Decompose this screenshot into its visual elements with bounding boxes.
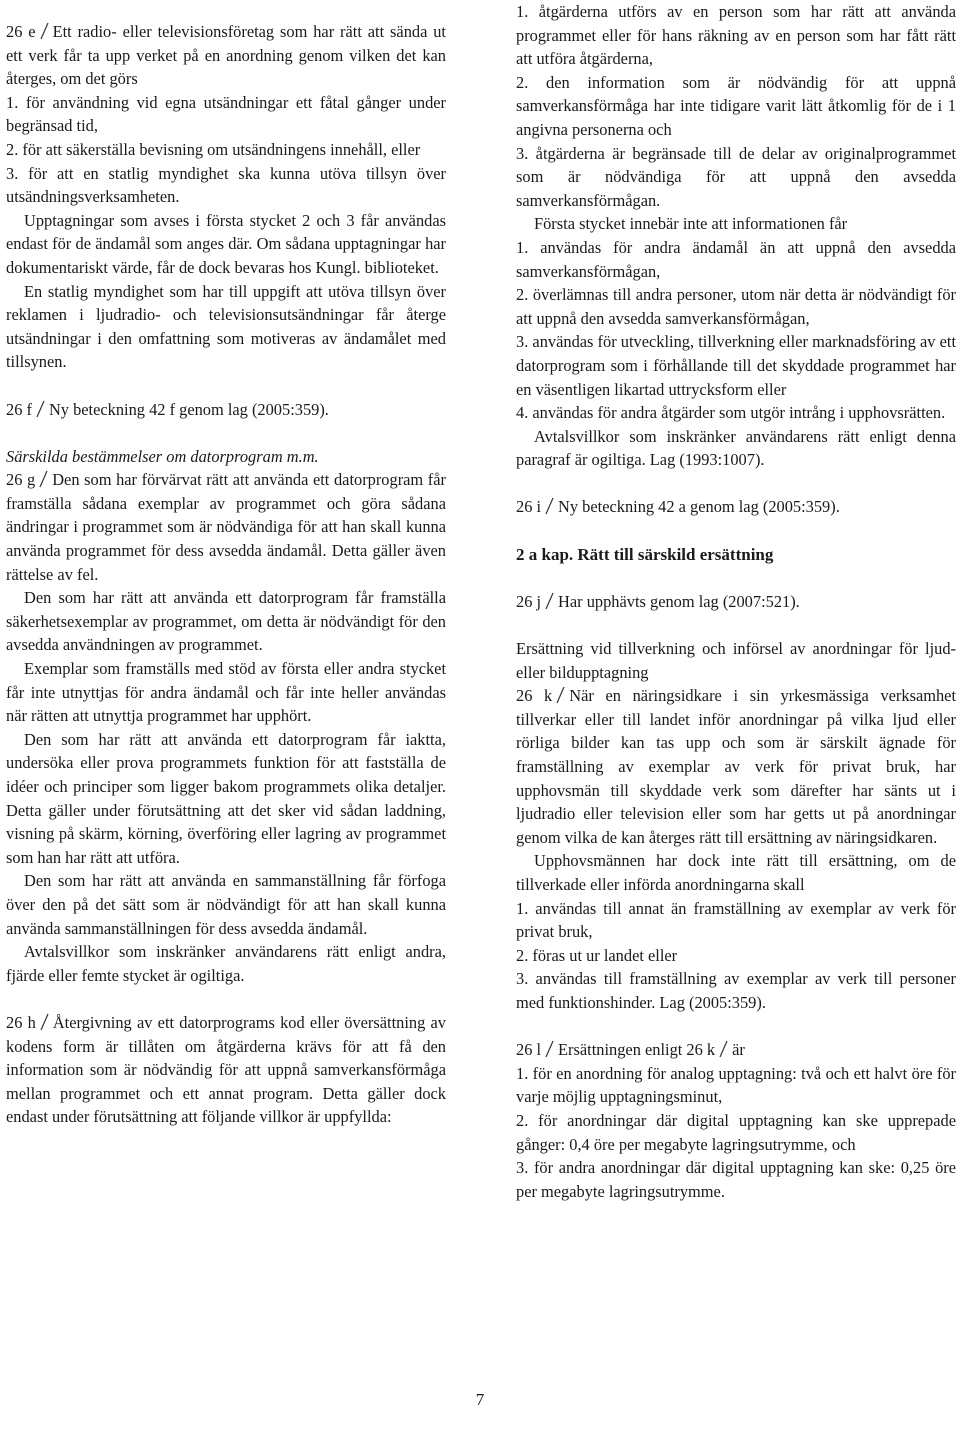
list-item: 1. åtgärderna utförs av en person som har rätt att använda programmet eller för hans räkning av en person som har fått rätt att utföra åtgärderna,	[516, 2, 956, 69]
list-item: 1. för användning vid egna utsändningar ett fåtal gånger under begränsad tid,	[6, 92, 446, 136]
list-item: 2. för att säkerställa bevisning om utsändningens innehåll, eller	[6, 139, 421, 159]
section-mark-icon	[36, 400, 45, 418]
paragraph: Den som har rätt att använda ett datorprogram får iaktta, undersöka eller prova programmets funktion för att fastställa de idéer och principer som ligger bakom programmets olika detaljer. Detta gäller under förutsättning att det sker vid sådan laddning, visning på skärm, körning, överföring eller lagring av programmet som han har rätt att utföra.	[6, 729, 446, 867]
list-item: 3. åtgärderna är begränsade till de delar av originalprogrammet som är nödvändiga för att uppnå den avsedda samverkansförmågan.	[516, 143, 956, 210]
paragraph: Exemplar som framställs med stöd av första eller andra stycket får inte utnyttjas för andra ändamål och får inte heller användas när rätten att utnyttja programmet har upphört.	[6, 659, 446, 726]
left-column	[6, 0, 446, 1129]
section-number: 26 h	[6, 1012, 36, 1032]
section-number: 26 f	[6, 399, 32, 419]
list-item: 3. för andra anordningar där digital upptagning kan ske: 0,25 öre per megabyte lagringsutrymme.	[516, 1158, 956, 1201]
section-heading: Ersättning vid tillverkning och införsel av anordningar för ljud- eller bildupptagning	[516, 639, 956, 682]
list-item: 3. för att en statlig myndighet ska kunna utöva tillsyn över utsändningsverksamheten.	[6, 163, 446, 207]
section-number: 26 l	[516, 1040, 542, 1060]
section-mark-icon	[40, 22, 49, 40]
page-number: 7	[475, 1390, 485, 1409]
list-item: 1. användas för andra ändamål än att uppnå den avsedda samverkansförmågan,	[516, 237, 956, 281]
section-26k: 26 k När en näringsidkare i sin yrkesmässiga verksamhet tillverkar eller till landet inför anordningar på vilka ljud eller rörliga bilder kan tas upp och som är särskilt ägnade för framställning av exemplar av verk för privat bruk, har upphovsmän till skyddade verk som därefter har sänts ut i ljudradio eller television eller som har getts ut på anordningar genom vilka de kan återges rätt till ersättning av näringsidkaren.	[516, 686, 956, 847]
section-number: 26 i	[516, 497, 542, 517]
list-item: 3. användas till framställning av exemplar av verk till personer med funktionshinder. Lag (2005:359).	[516, 969, 956, 1012]
paragraph: Upptagningar som avses i första stycket 2 och 3 får användas endast för de ändamål som anges där. Om sådana upptagningar har dokumentariskt värde, får de dock bevaras hos Kungl. biblioteket.	[6, 210, 446, 277]
section-number: 26 e	[6, 22, 36, 41]
right-column	[516, 0, 956, 1203]
section-26f: 26 f Ny beteckning 42 f genom lag (2005:359).	[6, 399, 329, 419]
section-mark-icon	[545, 1040, 554, 1058]
section-mark-icon	[556, 686, 565, 704]
list-item: 1. för en anordning för analog upptagning: två och ett halvt öre för varje möjlig upptagningsminut,	[516, 1063, 956, 1107]
section-mark-icon	[545, 497, 554, 515]
list-item: 1. användas till annat än framställning av exemplar av verk för privat bruk,	[516, 898, 956, 942]
section-26l: 26 l Ersättningen enligt 26 k är	[516, 1040, 745, 1060]
section-mark-icon	[40, 1013, 49, 1031]
section-26g: 26 g Den som har förvärvat rätt att använda ett datorprogram får framställa sådana exemplar av programmet och göra sådana ändringar i programmet som är nödvändiga för att han skall kunna använda programmet för dess avsedda ändamål. Detta gäller även rättelse av fel.	[6, 470, 446, 584]
paragraph: Den som har rätt att använda ett datorprogram får framställa säkerhetsexemplar av programmet, om detta är nödvändigt för den avsedda användningen av programmet.	[6, 588, 446, 655]
section-26i: 26 i Ny beteckning 42 a genom lag (2005:359).	[516, 497, 840, 517]
list-item: 4. användas för andra åtgärder som utgör intrång i upphovsrätten.	[516, 403, 946, 423]
paragraph: Avtalsvillkor som inskränker användarens rätt enligt andra, fjärde eller femte stycket är ogiltiga.	[6, 942, 446, 985]
section-heading: Särskilda bestämmelser om datorprogram m.m.	[6, 446, 319, 466]
section-mark-icon	[545, 592, 554, 610]
paragraph: En statlig myndighet som har till uppgift att utöva tillsyn över reklamen i ljudradio- och televisionsutsändningar får återge utsändningar i den omfattning som motiveras av ändamålet med tillsynen.	[6, 281, 446, 372]
section-number: 26 g	[6, 470, 36, 490]
section-26j: 26 j Har upphävts genom lag (2007:521).	[516, 591, 800, 611]
list-item: 2. för anordningar där digital upptagning kan ske upprepade gånger: 0,4 öre per megabyte lagringsutrymme, och	[516, 1110, 956, 1154]
section-number: 26 j	[516, 591, 542, 611]
paragraph: Upphovsmännen har dock inte rätt till ersättning, om de tillverkade eller införda anordningarna skall	[516, 851, 956, 894]
list-item: 2. överlämnas till andra personer, utom när detta är nödvändigt för att uppnå den avsedda samverkansförmågan,	[516, 285, 956, 328]
paragraph: Avtalsvillkor som inskränker användarens rätt enligt denna paragraf är ogiltiga. Lag (1993:1007).	[516, 426, 956, 470]
section-26e: 26 e Ett radio- eller televisionsföretag som har rätt att sända ut ett verk får ta upp verket på en anordning genom vilken det kan återges, om det görs	[6, 22, 446, 89]
list-item: 2. den information som är nödvändig för att uppnå samverkansförmåga har inte tidigare varit lätt åtkomlig för de i 1 angivna personerna och	[516, 72, 956, 139]
paragraph: Första stycket innebär inte att informationen får	[534, 214, 848, 234]
paragraph: Den som har rätt att använda en sammanställning får förfoga över den på det sätt som är nödvändigt för att han skall kunna använda sammanställningen för dess avsedda ändamål.	[6, 871, 446, 938]
section-number: 26 k	[516, 686, 553, 706]
section-mark-icon	[719, 1040, 728, 1058]
section-mark-icon	[39, 470, 48, 488]
chapter-heading: 2 a kap. Rätt till särskild ersättning	[516, 544, 774, 564]
list-item: 2. föras ut ur landet eller	[516, 945, 678, 965]
section-26h: 26 h Återgivning av ett datorprograms kod eller översättning av kodens form är tillåten om åtgärderna krävs för att få den information som är nödvändig för att uppnå samverkansförmåga mellan programmet och ett annat program. Detta gäller dock endast under förutsättning att följande villkor är uppfyllda:	[6, 1012, 446, 1127]
list-item: 3. användas för utveckling, tillverkning eller marknadsföring av ett datorprogram som i förhållande till det skyddade programmet har en väsentligen likartad uttrycksform eller	[516, 332, 956, 399]
